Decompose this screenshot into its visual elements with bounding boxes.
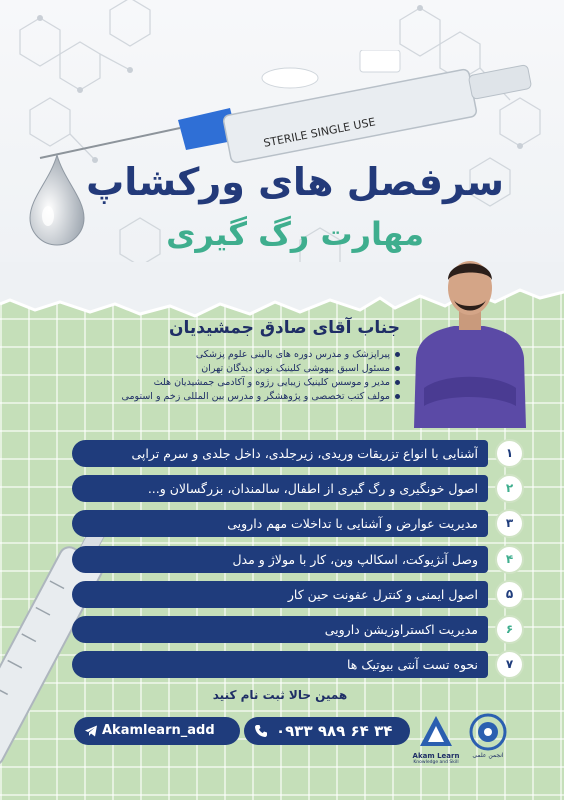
topic-row-5 bbox=[72, 581, 524, 608]
poster-title: سرفصل های ورکشاپ bbox=[86, 160, 504, 204]
topic-row-1 bbox=[72, 440, 524, 467]
credential-item bbox=[110, 348, 400, 362]
bullet-dot bbox=[395, 394, 400, 399]
credential-text: مسئول اسبق بیهوشی کلینیک نوین دیدگان تهران bbox=[201, 363, 390, 374]
topic-text: اصول ایمنی و کنترل عفونت حین کار bbox=[287, 586, 478, 602]
instructor-photo bbox=[404, 238, 534, 428]
instructor-credentials bbox=[110, 348, 400, 404]
bullet-dot bbox=[395, 352, 400, 357]
topic-text: وصل آنژیوکت، اسکالپ وین، کار با مولاژ و مدل bbox=[232, 551, 478, 567]
akam-logo-tagline: Knowledge and Skill bbox=[413, 760, 459, 765]
topics-list bbox=[72, 440, 524, 686]
instructor-name: جناب آقای صادق جمشیدیان bbox=[168, 318, 400, 338]
credential-text: پیراپزشک و مدرس دوره های بالینی علوم پزشکی bbox=[195, 349, 390, 360]
telegram-handle: Akamlearn_add bbox=[102, 723, 215, 738]
phone-number: ۰۹۳۳ ۹۸۹ ۶۴ ۳۴ bbox=[276, 722, 393, 740]
topic-text: اصول خونگیری و رگ گیری از اطفال، سالمندان، بزرگسالان و... bbox=[147, 481, 478, 497]
syringe-illustration bbox=[30, 50, 550, 170]
topic-text: آشنایی با انواع تزریقات وریدی، زیرجلدی، داخل جلدی و سرم تراپی bbox=[131, 446, 478, 461]
topic-text: نحوه تست آنتی بیوتیک ها bbox=[346, 657, 478, 673]
topic-row-2 bbox=[72, 475, 524, 502]
phone-contact-button[interactable] bbox=[244, 717, 410, 745]
topic-number: ۴ bbox=[495, 545, 524, 574]
telegram-contact-button[interactable] bbox=[74, 717, 240, 745]
topic-number: ۱ bbox=[495, 439, 524, 468]
topic-text: مدیریت اکستراوزیشن دارویی bbox=[324, 621, 478, 637]
bullet-dot bbox=[395, 380, 400, 385]
credential-item bbox=[110, 390, 400, 404]
bullet-dot bbox=[395, 366, 400, 371]
poster-subtitle: مهارت رگ گیری bbox=[166, 215, 424, 253]
topic-number: ۵ bbox=[495, 580, 524, 609]
topic-number: ۳ bbox=[495, 509, 524, 538]
akam-learn-logo bbox=[412, 712, 460, 765]
partner-caption: انجمن علمی bbox=[472, 752, 504, 759]
credential-item bbox=[110, 362, 400, 376]
telegram-icon bbox=[84, 724, 98, 738]
topic-row-4 bbox=[72, 546, 524, 573]
partner-logo bbox=[464, 712, 512, 759]
phone-icon bbox=[254, 724, 268, 738]
topic-number: ۲ bbox=[495, 474, 524, 503]
topic-row-7 bbox=[72, 651, 524, 678]
credential-text: مولف کتب تخصصی و پژوهشگر و مدرس بین المللی زخم و استومی bbox=[121, 391, 390, 402]
topic-text: مدیریت عوارض و آشنایی با تداخلات مهم دارویی bbox=[227, 516, 478, 532]
register-call-to-action: همین حالا ثبت نام کنید bbox=[212, 688, 348, 702]
topic-number: ۷ bbox=[495, 650, 524, 679]
credential-text: مدیر و موسس کلینیک زیبایی رژوه و آکادمی جمشیدیان هلث bbox=[153, 377, 390, 388]
topic-row-6 bbox=[72, 616, 524, 643]
topic-number: ۶ bbox=[495, 615, 524, 644]
syringe-label: STERILE SINGLE USE bbox=[262, 115, 377, 150]
topic-row-3 bbox=[72, 510, 524, 537]
akam-logo-text: Akam Learn bbox=[412, 752, 460, 760]
akam-logo-mark bbox=[416, 712, 456, 752]
credential-item bbox=[110, 376, 400, 390]
partner-emblem-icon bbox=[468, 712, 508, 752]
